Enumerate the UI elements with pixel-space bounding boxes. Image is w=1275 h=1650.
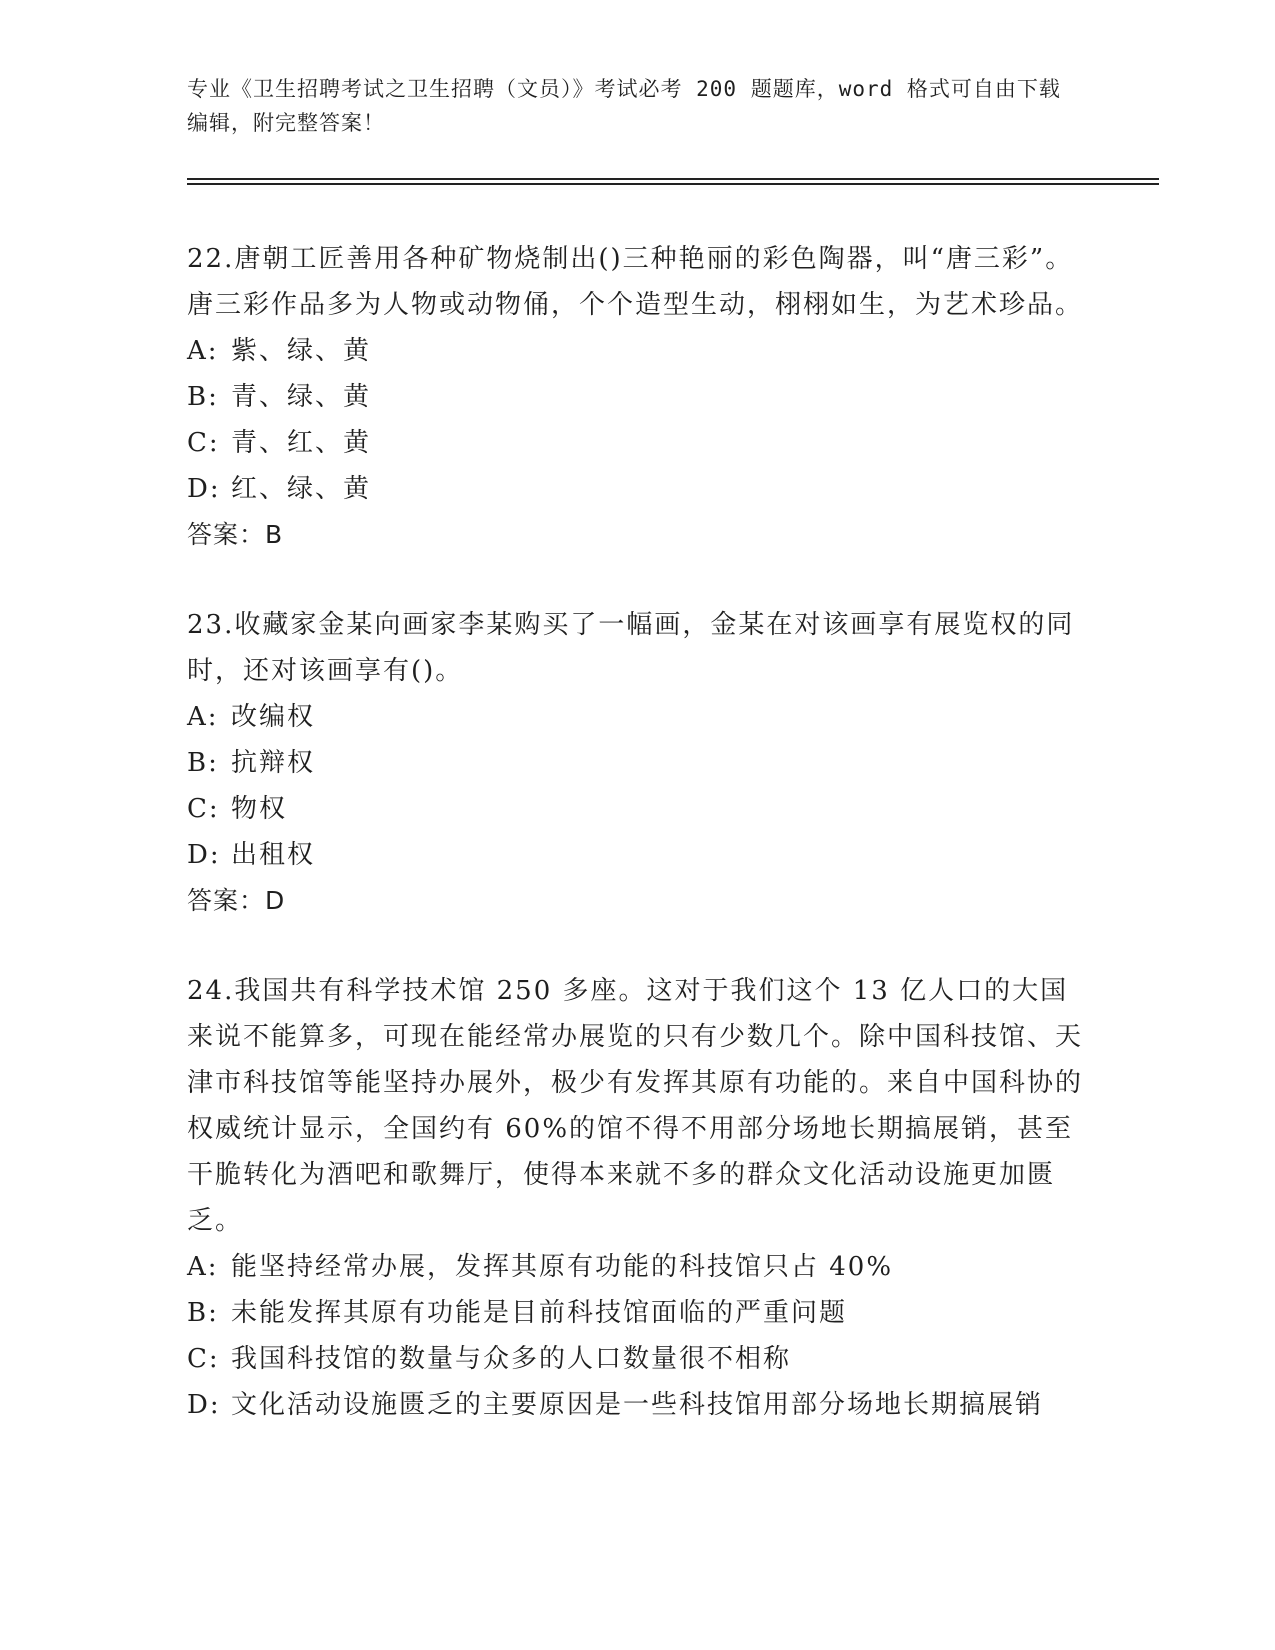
question-list	[187, 236, 1087, 1472]
option-c	[187, 1336, 1087, 1382]
header-divider-bottom	[187, 183, 1159, 185]
answer-line: 答案：D	[187, 886, 286, 915]
question-24	[187, 968, 1087, 1428]
option-text: 改编权	[231, 702, 316, 732]
option-text: 我国科技馆的数量与众多的人口数量很不相称	[231, 1344, 792, 1374]
option-key: A:	[187, 1252, 219, 1282]
header-divider-top	[187, 178, 1159, 180]
option-key: C:	[187, 1344, 220, 1374]
question-23	[187, 602, 1087, 924]
question-text: 23.收藏家金某向画家李某购买了一幅画，金某在对该画享有展览权的同时，还对该画享有()。	[187, 610, 1075, 686]
option-a	[187, 328, 1087, 374]
option-text: 出租权	[231, 840, 316, 870]
option-text: 紫、绿、黄	[231, 336, 372, 366]
option-text: 物权	[231, 794, 288, 824]
option-d	[187, 832, 1087, 878]
option-text: 红、绿、黄	[231, 474, 372, 504]
option-key: B:	[187, 748, 219, 778]
option-key: B:	[187, 1298, 219, 1328]
option-text: 青、绿、黄	[231, 382, 372, 412]
option-d	[187, 1382, 1087, 1428]
option-key: C:	[187, 794, 220, 824]
option-c	[187, 786, 1087, 832]
option-text: 能坚持经常办展，发挥其原有功能的科技馆只占 40%	[231, 1252, 894, 1282]
option-text: 青、红、黄	[231, 428, 372, 458]
question-text: 24.我国共有科学技术馆 250 多座。这对于我们这个 13 亿人口的大国来说不能算多，可现在能经常办展览的只有少数几个。除中国科技馆、天津市科技馆等能坚持办展外，极少有发挥其原有功能的。来自中国科协的权威统计显示，全国约有 60%的馆不得不用部分场地长期搞展销，甚至干脆转化为酒吧和歌舞厅，使得本来就不多的群众文化活动设施更加匮乏。	[187, 976, 1084, 1236]
answer-line: 答案：B	[187, 520, 284, 549]
option-key: A:	[187, 336, 219, 366]
option-key: B:	[187, 382, 219, 412]
option-b	[187, 1290, 1087, 1336]
document-header: 专业《卫生招聘考试之卫生招聘（文员）》考试必考 200 题题库，word 格式可自由下载编辑，附完整答案！	[187, 77, 1061, 135]
option-key: D:	[187, 840, 221, 870]
option-key: C:	[187, 428, 220, 458]
option-text: 文化活动设施匮乏的主要原因是一些科技馆用部分场地长期搞展销	[231, 1390, 1044, 1420]
option-b	[187, 740, 1087, 786]
option-a	[187, 694, 1087, 740]
question-22	[187, 236, 1087, 558]
option-a	[187, 1244, 1087, 1290]
option-c	[187, 420, 1087, 466]
option-text: 抗辩权	[231, 748, 316, 778]
option-d	[187, 466, 1087, 512]
option-key: A:	[187, 702, 219, 732]
option-text: 未能发挥其原有功能是目前科技馆面临的严重问题	[231, 1298, 848, 1328]
option-key: D:	[187, 1390, 221, 1420]
option-key: D:	[187, 474, 221, 504]
question-text: 22.唐朝工匠善用各种矿物烧制出()三种艳丽的彩色陶器，叫“唐三彩”。唐三彩作品多为人物或动物俑，个个造型生动，栩栩如生，为艺术珍品。	[187, 244, 1084, 320]
option-b	[187, 374, 1087, 420]
